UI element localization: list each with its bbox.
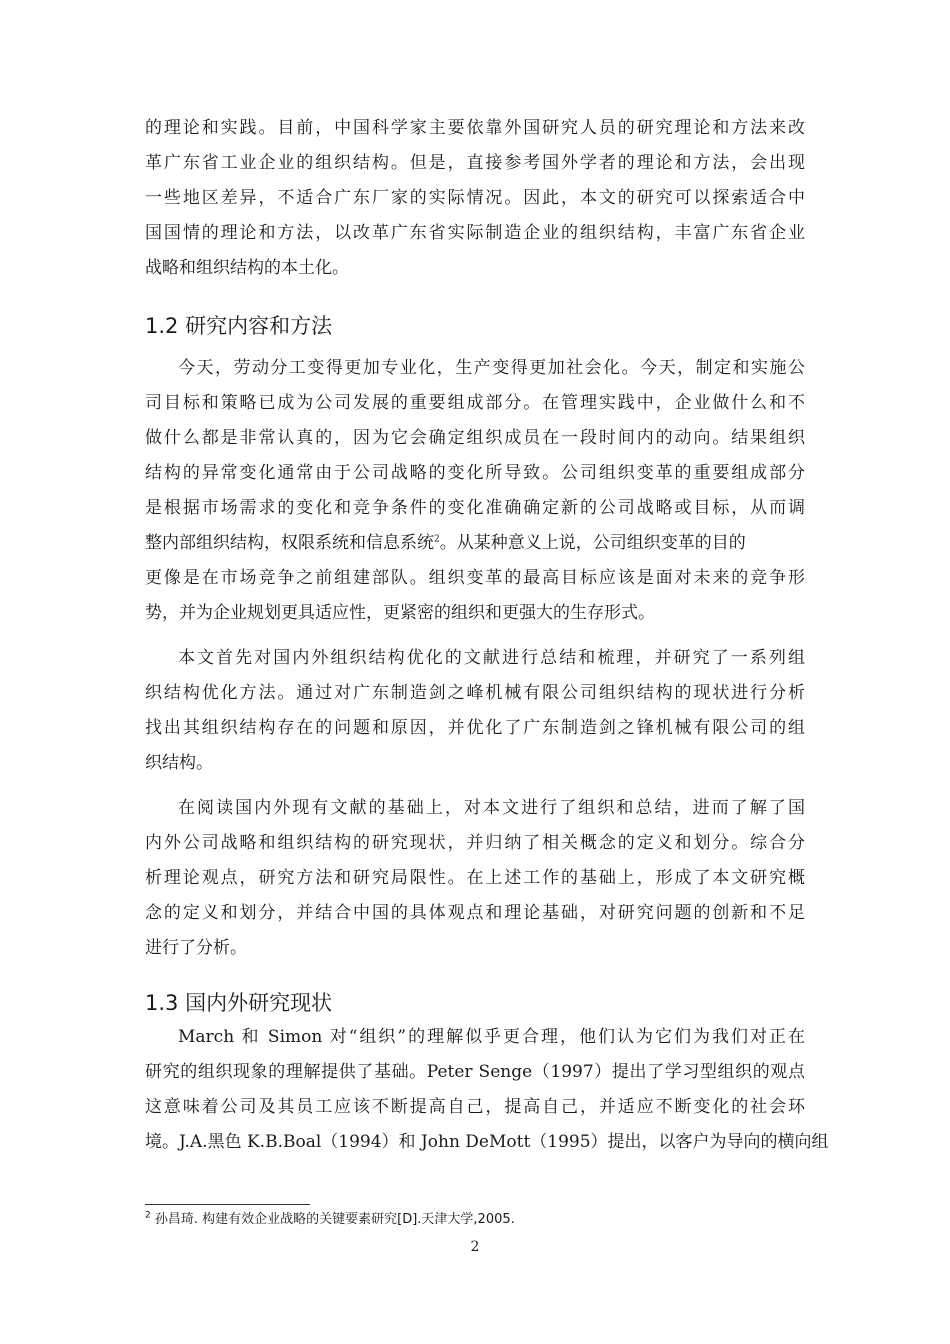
body-text-line: 革广东省工业企业的组织结构。但是，直接参考国外学者的理论和方法，会出现 [145,153,805,173]
body-text-line: 这意味着公司及其员工应该不断提高自己，提高自己，并适应不断变化的社会环 [145,1097,805,1117]
body-text-line: 织结构优化方法。通过对广东制造剑之峰机械有限公司组织结构的现状进行分析 [145,683,805,703]
body-text-line-with-footnote [145,529,805,557]
page-number: 2 [470,1239,480,1255]
body-text-line: 研究的组织现象的理解提供了基础。Peter Senge（1997）提出了学习型组织的观点 [145,1062,805,1082]
body-text-line: 势，并为企业规划更具适应性，更紧密的组织和更强大的生存形式。 [145,603,655,623]
body-text-line: 析理论观点，研究方法和研究局限性。在上述工作的基础上，形成了本文研究概 [145,868,805,888]
body-text-line: 国国情的理论和方法，以改革广东省实际制造企业的组织结构，丰富广东省企业 [145,223,805,243]
body-text-line: 内外公司战略和组织结构的研究现状，并归纳了相关概念的定义和划分。综合分 [145,833,805,853]
body-text-line: 战略和组织结构的本土化。 [145,258,349,278]
section-heading-1-3: 1.3 国内外研究现状 [145,991,333,1015]
body-text-segment: 整内部组织结构，权限系统和信息系统 [145,533,434,553]
body-text-segment: 。从某种意义上说，公司组织变革的目的 [439,533,746,553]
footnote-mark: 2 [145,1210,151,1221]
body-text-line: 是根据市场需求的变化和竞争条件的变化准确确定新的公司战略或目标，从而调 [145,498,805,518]
body-text-line: 找出其组织结构存在的问题和原因，并优化了广东制造剑之锋机械有限公司的组 [145,718,805,738]
body-text-line: 织结构。 [145,753,213,773]
section-heading-1-2: 1.2 研究内容和方法 [145,314,333,338]
body-text-line: 念的定义和划分，并结合中国的具体观点和理论基础，对研究问题的创新和不足 [145,903,805,923]
footnote-separator [145,1204,310,1205]
body-text-line: March 和 Simon 对“组织”的理解似乎更合理，他们认为它们为我们对正在 [178,1027,805,1047]
body-text-line: 更像是在市场竞争之前组建部队。组织变革的最高目标应该是面对未来的竞争形 [145,568,805,588]
footnote [145,1210,515,1230]
footnote-reference: 2 [434,534,440,545]
body-text-line: 境。J.A.黑色 K.B.Boal（1994）和 John DeMott（1995）提出，以客户为导向的横向组 [145,1132,829,1152]
body-text-line: 司目标和策略已成为公司发展的重要组成部分。在管理实践中，企业做什么和不 [145,393,805,413]
body-text-line: 结构的异常变化通常由于公司战略的变化所导致。公司组织变革的重要组成部分 [145,463,805,483]
footnote-text: 孙昌琦. 构建有效企业战略的关键要素研究[D].天津大学,2005. [150,1212,515,1227]
body-text-line: 进行了分析。 [145,938,247,958]
body-text-line: 做什么都是非常认真的，因为它会确定组织成员在一段时间内的动向。结果组织 [145,428,805,448]
body-text-line: 在阅读国内外现有文献的基础上，对本文进行了组织和总结，进而了解了国 [178,798,805,818]
body-text-line: 今天，劳动分工变得更加专业化，生产变得更加社会化。今天，制定和实施公 [178,358,805,378]
body-text-line: 一些地区差异，不适合广东厂家的实际情况。因此，本文的研究可以探索适合中 [145,188,805,208]
body-text-line: 的理论和实践。目前，中国科学家主要依靠外国研究人员的研究理论和方法来改 [145,118,805,138]
body-text-line: 本文首先对国内外组织结构优化的文献进行总结和梳理，并研究了一系列组 [178,648,805,668]
